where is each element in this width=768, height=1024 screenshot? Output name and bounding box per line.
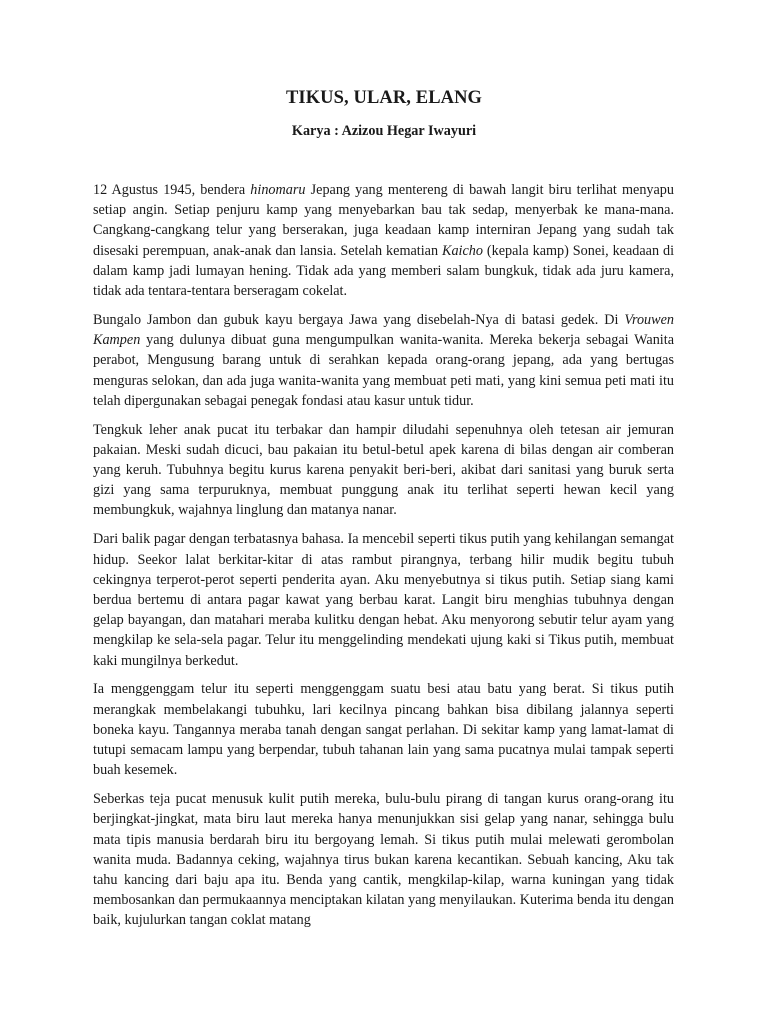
text-run: 12 Agustus 1945, bendera (93, 182, 251, 198)
text-run: (kepala kamp) Sonei, keadaan di dalam kamp jadi lumayan hening. Tidak ada yang memberi salam bungkuk, tidak ada juru kamera, tidak ada tentara-tentara berseragam cokelat. (93, 242, 675, 300)
text-run: Bungalo Jambon dan gubuk kayu bergaya Jawa yang disebelah-Nya di batasi gedek. Di (93, 311, 625, 328)
italic-term: Vrouwen Kampen (93, 311, 674, 349)
paragraph (93, 679, 674, 780)
italic-term: hinomaru (250, 182, 306, 198)
text-run: Tengkuk leher anak pucat itu terbakar dan hampir diludahi sepenuhnya oleh tetesan air jemuran pakaian. Meski sudah dicuci, bau pakaian itu betul-betul apek karena di bilas dengan air comberan yang keruh. Tubuhnya begitu kurus karena penyakit beri-beri, akibat dari sanitasi yang buruk serta gizi yang sama terpuruknya, membuat punggung anak itu terlihat seperti hewan kecil yang membungkuk, wajahnya linglung dan matanya nanar. (93, 421, 674, 519)
text-run: yang dulunya dibuat guna mengumpulkan wanita-wanita. Mereka bekerja sebagai Wanita perabot, Mengusung barang untuk di serahkan kepada orang-orang jepang, ada yang bertugas menguras selokan, dan ada juga wanita-wanita yang membuat peti mati, yang kini semua peti mati itu telah dipergunakan sebagai penegak fondasi atau kasur untuk tidur. (93, 332, 674, 409)
paragraph (93, 310, 674, 411)
paragraph (93, 180, 674, 301)
author-line: Karya : Azizou Hegar Iwayuri (291, 123, 477, 139)
body-text (93, 180, 674, 939)
text-run: Jepang yang mentereng di bawah langit biru terlihat menyapu setiap angin. Setiap penjuru kamp yang menyebarkan bau tak sedap, menyerbak ke mana-mana. Cangkang-cangkang telur yang berserakan, juga keadaan kamp interniran Jepang yang sudah tak disesaki perempuan, anak-anak dan lansia. Setelah kematian (93, 182, 674, 259)
text-run: Dari balik pagar dengan terbatasnya bahasa. Ia mencebil seperti tikus putih yang kehilangan semangat hidup. Seekor lalat berkitar-kitar di atas rambut pirangnya, terbang hilir mudik begitu tubuh cekingnya terperot-perot seperti penderita ayan. Aku menyebutnya si tikus putih. Setiap siang kami berdua bertemu di antara pagar kawat yang berbau karat. Langit biru menghias tubuhnya dengan gelap bayangan, dan matahari meraba kulitku dengan hebat. Aku menyorong sebutir telur ayam yang mengkilap ke sela-sela pagar. Telur itu menggelinding mendekati ujung kaki si Tikus putih, membuat kaki mungilnya berkedut. (93, 531, 674, 669)
document-title: TIKUS, ULAR, ELANG (285, 88, 483, 108)
italic-term: Kaicho (442, 242, 483, 259)
text-run: Ia menggenggam telur itu seperti menggenggam suatu besi atau batu yang berat. Si tikus putih merangkak membelakangi tubuhku, lari kecilnya pincang bahkan bisa dibilang jalannya seperti boneka kayu. Tangannya meraba tanah dengan sangat perlahan. Di sekitar kamp yang lamat-lamat di tutupi semacam lampu yang berpendar, tubuh tahanan lain yang sama pucatnya mulai tampak seperti buah kesemek. (93, 681, 674, 779)
paragraph (93, 789, 674, 930)
text-run: Seberkas teja pucat menusuk kulit putih mereka, bulu-bulu pirang di tangan kurus orang-orang itu berjingkat-jingkat, mata biru laut mereka hanya menunjukkan sisi gelap yang nanar, sehingga bulu mata tipis manusia berdarah biru itu bergoyang lemah. Si tikus putih mulai melewati gerombolan wanita muda. Badannya ceking, wajahnya tirus bukan karena kecantikan. Sebuah kancing, Aku tak tahu kancing dari baju apa itu. Benda yang cantik, mengkilap-kilap, warna kuningan yang tidak membosankan dan permukaannya menciptakan kilatan yang menyilaukan. Kuterima benda itu dengan baik, kujulurkan tangan coklat matang (93, 791, 674, 929)
paragraph (93, 529, 674, 670)
paragraph (93, 420, 674, 521)
